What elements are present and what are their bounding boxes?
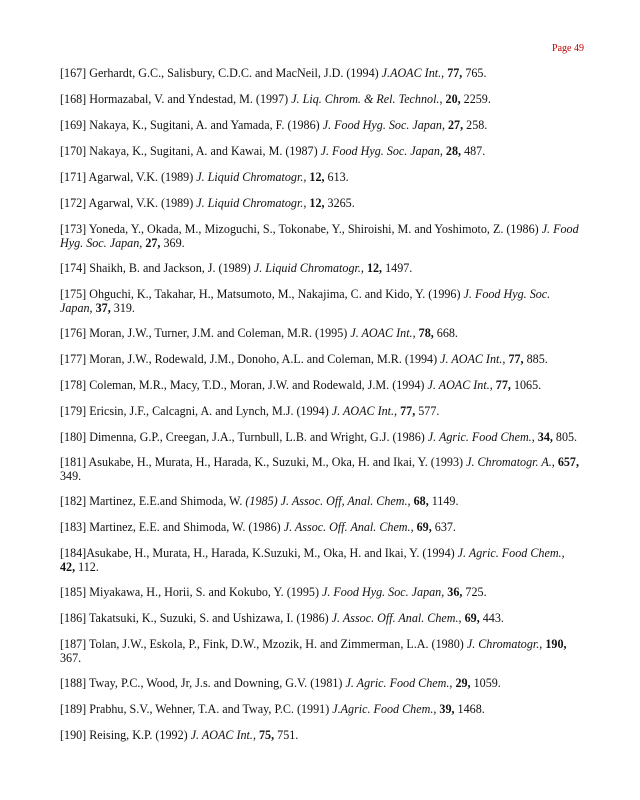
reference-volume: 78, — [418, 326, 434, 340]
reference-volume: 12, — [366, 261, 383, 275]
reference-journal: J. Agric. Food Chem., — [345, 676, 453, 690]
reference-item — [60, 261, 582, 275]
reference-authors: [182] Martinez, E.E.and Shimoda, W. — [60, 494, 246, 508]
reference-item — [60, 92, 582, 106]
reference-journal: J. Liquid Chromatogr., — [253, 261, 364, 275]
reference-journal: J. Liquid Chromatogr., — [196, 170, 307, 184]
reference-volume: 27, — [448, 118, 464, 132]
reference-pages: 725. — [462, 585, 487, 599]
reference-pages: 443. — [479, 611, 504, 625]
reference-journal: J. Agric. Food Chem., — [427, 430, 535, 444]
reference-pages: 751. — [274, 728, 299, 742]
reference-journal: J. AOAC Int., — [350, 326, 416, 340]
reference-authors: [170] Nakaya, K., Sugitani, A. and Kawai, M. (1987) — [60, 144, 321, 158]
reference-volume: 42, — [60, 560, 76, 574]
reference-item — [60, 637, 582, 665]
reference-pages: 349. — [60, 469, 82, 483]
reference-journal: J. Assoc. Off. Anal. Chem., — [283, 520, 414, 534]
reference-authors: [186] Takatsuki, K., Suzuki, S. and Ushizawa, I. (1986) — [60, 611, 332, 625]
reference-item — [60, 287, 582, 315]
reference-journal: J. AOAC Int., — [331, 404, 398, 418]
reference-journal: J. Chromatogr., — [466, 637, 543, 651]
reference-authors: [187] Tolan, J.W., Eskola, P., Fink, D.W., Mzozik, H. and Zimmerman, L.A. (1980) — [60, 637, 467, 651]
reference-item — [60, 326, 582, 340]
reference-pages: 577. — [415, 404, 440, 418]
reference-pages: 3265. — [324, 196, 355, 210]
reference-item — [60, 352, 582, 366]
reference-pages: 668. — [433, 326, 458, 340]
reference-authors: [183] Martinez, E.E. and Shimoda, W. (1986) — [60, 520, 284, 534]
reference-journal: J. Liq. Chrom. & Rel. Technol., — [291, 92, 443, 106]
reference-item — [60, 144, 582, 158]
reference-item — [60, 676, 582, 690]
page-number: Page 49 — [552, 43, 584, 54]
reference-volume: 29, — [455, 676, 471, 690]
reference-pages: 487. — [461, 144, 486, 158]
reference-pages: 1149. — [428, 494, 459, 508]
reference-item — [60, 455, 582, 483]
reference-pages: 1065. — [510, 378, 542, 392]
reference-authors: [185] Miyakawa, H., Horii, S. and Kokubo, Y. (1995) — [60, 585, 322, 599]
reference-journal: J. Food Hyg. Soc. Japan, — [60, 287, 551, 315]
reference-journal: J. Food Hyg. Soc. Japan, — [322, 585, 445, 599]
reference-volume: 34, — [537, 430, 553, 444]
reference-authors: [184]Asukabe, H., Murata, H., Harada, K.Suzuki, M., Oka, H. and Ikai, Y. (1994) — [60, 546, 458, 560]
reference-volume: 20, — [445, 92, 461, 106]
reference-authors: [180] Dimenna, G.P., Creegan, J.A., Turnbull, L.B. and Wright, G.J. (1986) — [60, 430, 428, 444]
reference-journal: J. Assoc. Off. Anal. Chem., — [331, 611, 462, 625]
reference-item — [60, 222, 582, 250]
reference-authors: [178] Coleman, M.R., Macy, T.D., Moran, J.W. and Rodewald, J.M. (1994) — [60, 378, 428, 392]
reference-volume: 657, — [557, 455, 579, 469]
reference-volume: 28, — [445, 144, 462, 158]
reference-pages: 1497. — [382, 261, 413, 275]
reference-authors: [169] Nakaya, K., Sugitani, A. and Yamada, F. (1986) — [60, 118, 323, 132]
reference-authors: [179] Ericsin, J.F., Calcagni, A. and Lynch, M.J. (1994) — [60, 404, 332, 418]
reference-item — [60, 702, 582, 716]
reference-pages: 1468. — [454, 702, 485, 716]
reference-item — [60, 585, 582, 599]
reference-authors: [177] Moran, J.W., Rodewald, J.M., Donoho, A.L. and Coleman, M.R. (1994) — [60, 352, 441, 366]
reference-journal: J. Food Hyg. Soc. Japan, — [322, 118, 445, 132]
reference-authors: [167] Gerhardt, G.C., Salisbury, C.D.C. and MacNeil, J.D. (1994) — [60, 66, 382, 80]
reference-item — [60, 196, 582, 210]
reference-item — [60, 430, 582, 444]
reference-authors: [176] Moran, J.W., Turner, J.M. and Coleman, M.R. (1995) — [60, 326, 351, 340]
reference-item — [60, 494, 582, 508]
reference-pages: 613. — [324, 170, 349, 184]
reference-item — [60, 728, 582, 742]
reference-volume: 39, — [439, 702, 455, 716]
reference-pages: 2259. — [460, 92, 491, 106]
reference-journal: J. Liquid Chromatogr., — [196, 196, 307, 210]
reference-volume: 12, — [309, 196, 325, 210]
reference-authors: [172] Agarwal, V.K. (1989) — [60, 196, 197, 210]
reference-item — [60, 118, 582, 132]
reference-volume: 68, — [413, 494, 429, 508]
reference-authors: [175] Ohguchi, K., Takahar, H., Matsumoto, M., Nakajima, C. and Kido, Y. (1996) — [60, 287, 464, 301]
reference-volume: 36, — [447, 585, 463, 599]
reference-pages: 367. — [60, 651, 82, 665]
reference-authors: [171] Agarwal, V.K. (1989) — [60, 170, 197, 184]
reference-journal: J. AOAC Int., — [440, 352, 506, 366]
reference-journal: J. Food Hyg. Soc. Japan, — [320, 144, 443, 158]
reference-journal: J.AOAC Int., — [381, 66, 445, 80]
reference-pages: 112. — [75, 560, 99, 574]
reference-volume: 75, — [259, 728, 275, 742]
reference-journal: J. Agric. Food Chem., — [457, 546, 565, 560]
reference-pages: 369. — [160, 236, 185, 250]
reference-journal: (1985) J. Assoc. Off, Anal. Chem., — [245, 494, 411, 508]
reference-journal: J. Food Hyg. Soc. Japan, — [60, 222, 579, 250]
reference-item — [60, 520, 582, 534]
reference-item — [60, 378, 582, 392]
reference-pages: 805. — [552, 430, 578, 444]
reference-authors: [190] Reising, K.P. (1992) — [60, 728, 191, 742]
reference-volume: 77, — [447, 66, 463, 80]
reference-journal: J. AOAC Int., — [190, 728, 256, 742]
reference-volume: 77, — [495, 378, 511, 392]
reference-journal: J.Agric. Food Chem., — [332, 702, 437, 716]
reference-item — [60, 404, 582, 418]
reference-journal: J. Chromatogr. A., — [466, 455, 555, 469]
reference-item — [60, 66, 582, 80]
reference-pages: 319. — [110, 301, 135, 315]
reference-authors: [188] Tway, P.C., Wood, Jr, J.s. and Downing, G.V. (1981) — [60, 676, 346, 690]
reference-authors: [174] Shaikh, B. and Jackson, J. (1989) — [60, 261, 254, 275]
reference-authors: [189] Prabhu, S.V., Wehner, T.A. and Tway, P.C. (1991) — [60, 702, 333, 716]
reference-pages: 1059. — [470, 676, 501, 690]
reference-volume: 27, — [145, 236, 161, 250]
reference-volume: 69, — [464, 611, 480, 625]
reference-pages: 765. — [462, 66, 487, 80]
reference-item — [60, 170, 582, 184]
reference-volume: 69, — [416, 520, 432, 534]
reference-item — [60, 611, 582, 625]
reference-authors: [168] Hormazabal, V. and Yndestad, M. (1997) — [60, 92, 292, 106]
reference-volume: 37, — [95, 301, 111, 315]
reference-volume: 77, — [400, 404, 416, 418]
reference-item — [60, 546, 582, 574]
reference-pages: 637. — [431, 520, 456, 534]
reference-list — [60, 66, 582, 754]
reference-volume: 190, — [545, 637, 567, 651]
reference-authors: [173] Yoneda, Y., Okada, M., Mizoguchi, S., Tokonabe, Y., Shiroishi, M. and Yoshimoto, Z. (1986) — [60, 222, 542, 236]
reference-journal: J. AOAC Int., — [427, 378, 493, 392]
reference-pages: 258. — [463, 118, 488, 132]
reference-authors: [181] Asukabe, H., Murata, H., Harada, K., Suzuki, M., Oka, H. and Ikai, Y. (1993) — [60, 455, 467, 469]
reference-volume: 12, — [309, 170, 325, 184]
reference-volume: 77, — [508, 352, 524, 366]
reference-pages: 885. — [523, 352, 548, 366]
